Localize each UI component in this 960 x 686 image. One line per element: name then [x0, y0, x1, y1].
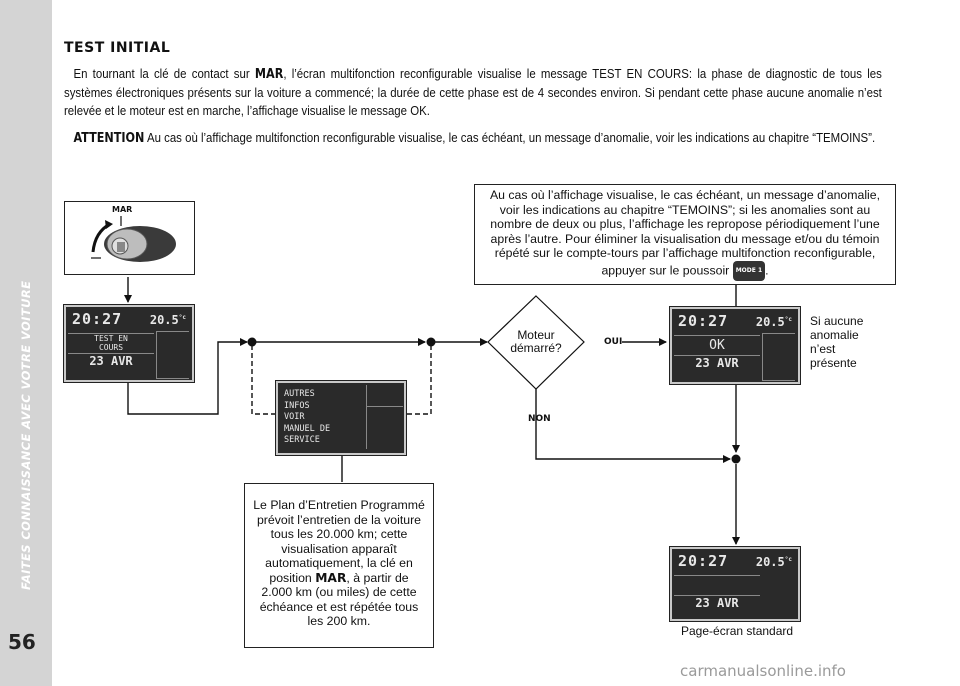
display-temperature: $20.5^{^\circ c}$	[149, 313, 186, 327]
decision-engine-started: Moteur démarré?	[510, 328, 562, 355]
note-no-anomaly: Si aucune anomalie n’est présente	[810, 314, 864, 370]
display-side-panel	[762, 333, 795, 381]
display-time: 20:27	[72, 310, 123, 328]
note-anomalie: Au cas où l’affichage visualise, le cas échéant, un message d’anomalie, voir les indications au chapitre “TEMOINS”; si les anomalies sont au nombre de deux ou plus, l’affichage les repropose périodiquement l’une après l’autre. Pour éliminer la visualisation du message et/ou du témoin répété sur le compte-tours par l’affichage multifonction reconfigurable, appuyer sur le poussoir MODE 1 .	[474, 184, 896, 285]
display-ok	[670, 307, 800, 384]
paragraph-attention: ATTENTION Au cas où l’affichage multifonction reconfigurable visualise, le cas échéant, un message d’anomalie, voir les indications au chapitre “TEMOINS”.	[73, 130, 876, 146]
menu-lines: AUTRES INFOS VOIR MANUEL DE SERVICE	[284, 389, 331, 445]
page-number: 56	[8, 630, 36, 654]
display-service-menu	[276, 381, 406, 455]
mode-button-icon: MODE 1	[733, 261, 765, 282]
display-date: 23 AVR	[89, 354, 133, 368]
display-message: TEST EN COURS	[68, 333, 154, 354]
display-message	[674, 575, 760, 596]
display-time: 20:27	[678, 552, 729, 570]
note-plan-entretien: Le Plan d’Entretien Programmé prévoit l’entretien de la voiture tous les 20.000 km; cette visualisation apparaît automatiquement, la clé en position MAR, à partir de 2.000 km (ou miles) de cette échéance et est répétée tous les 200 km.	[244, 483, 434, 648]
paragraph-intro: En tournant la clé de contact sur MAR, l’écran multifonction reconfigurable visualise le message TEST EN COURS: la phase de diagnostic de tous les systèmes électroniques présents sur la voiture a commencé; la durée de cette phase est de 4 secondes environ. Si pendant cette phase aucune anomalie n’est relevée et le moteur est en marche, l’affichage visualise le message OK.	[64, 66, 882, 118]
display-message: OK	[674, 335, 760, 356]
label-standard-screen: Page-écran standard	[681, 624, 794, 638]
chapter-title: FAITES CONNAISSANCE AVEC VOTRE VOITURE	[19, 280, 33, 590]
watermark: carmanualsonline.info	[680, 662, 846, 680]
display-date: 23 AVR	[695, 356, 739, 370]
display-standard	[670, 547, 800, 621]
display-test-en-cours	[64, 305, 194, 382]
label-oui: OUI	[604, 337, 623, 347]
ignition-key-illustration	[64, 201, 195, 275]
menu-side-panel	[366, 385, 403, 449]
display-temperature: $20.5^{^\circ c}$	[755, 315, 792, 329]
display-time: 20:27	[678, 312, 729, 330]
display-side-panel	[156, 331, 189, 379]
key-mar-label: MAR	[112, 205, 133, 214]
display-temperature: $20.5^{^\circ c}$	[755, 555, 792, 569]
label-non: NON	[528, 414, 551, 424]
attention-label: ATTENTION	[73, 131, 145, 146]
display-date: 23 AVR	[695, 596, 739, 610]
section-title: TEST INITIAL	[64, 40, 171, 56]
